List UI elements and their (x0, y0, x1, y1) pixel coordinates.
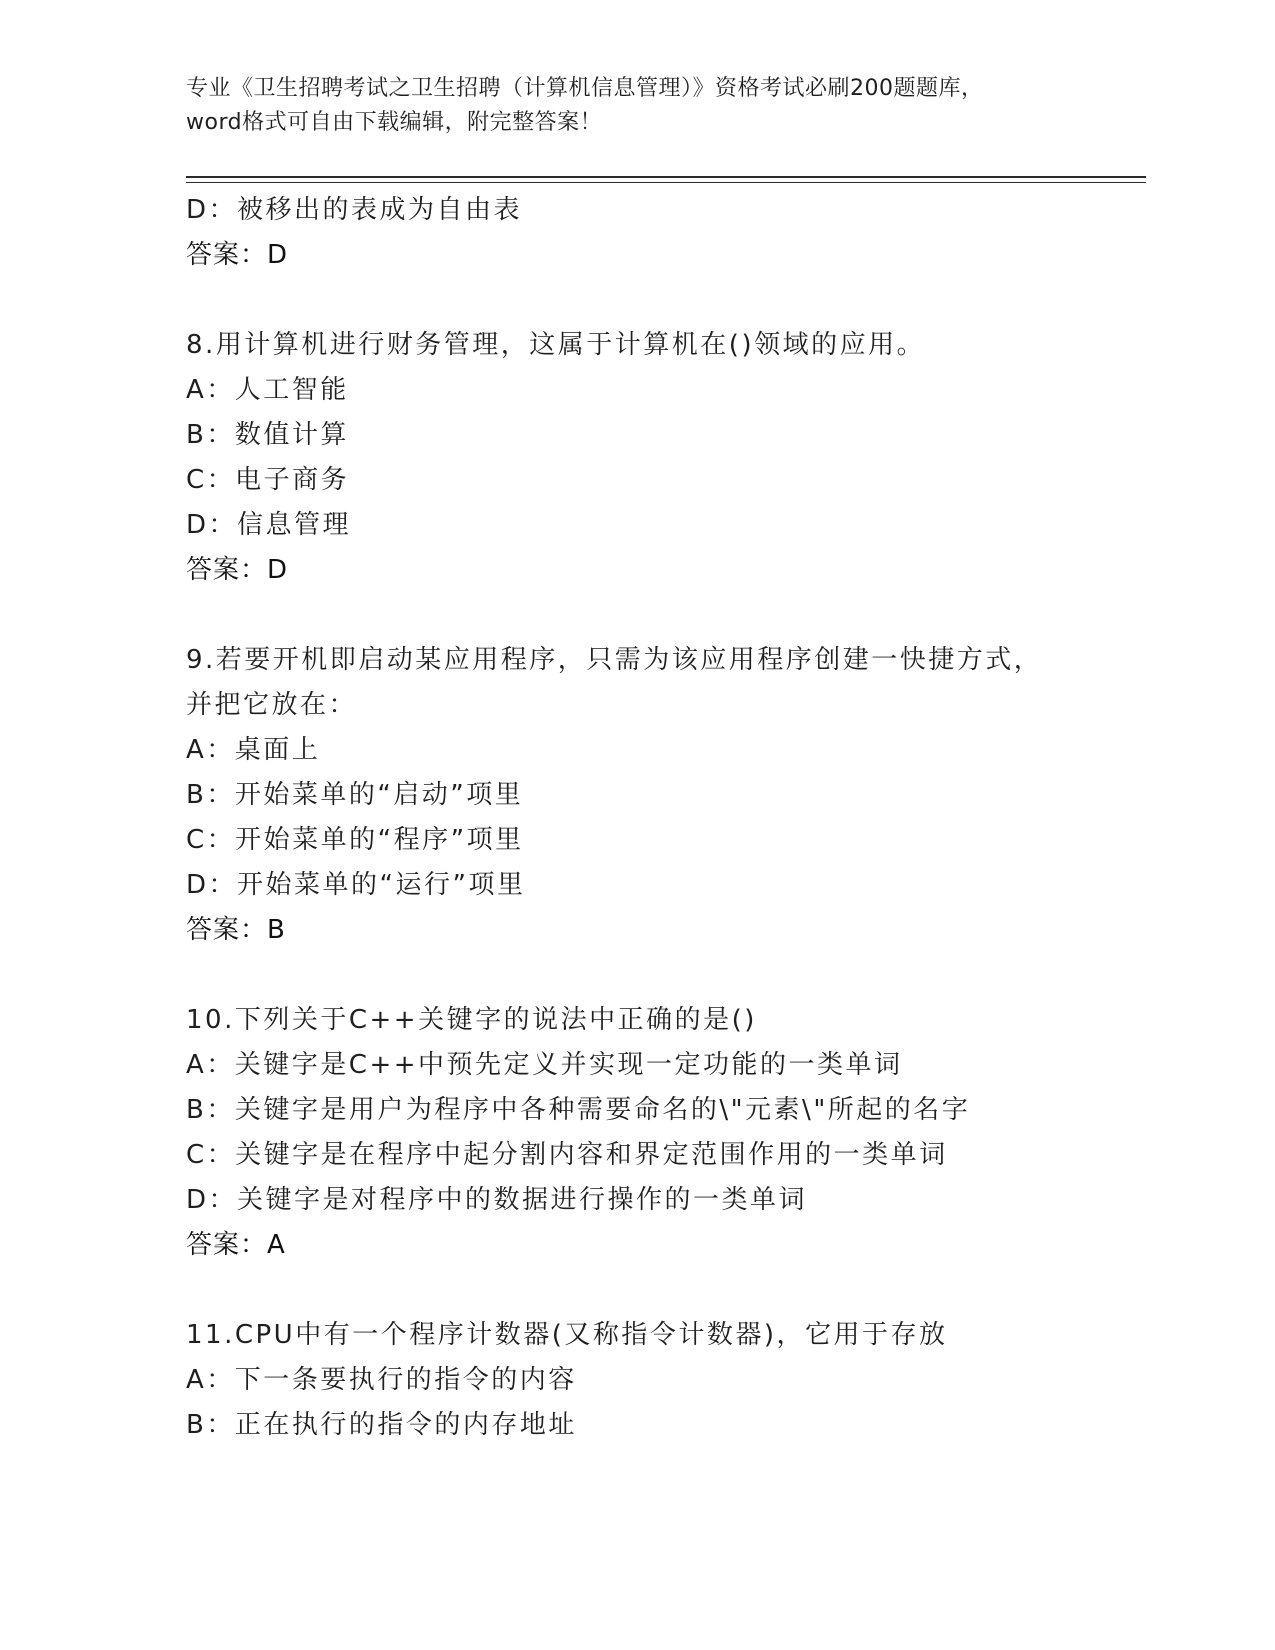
question-stem: 11.CPU中有一个程序计数器(又称指令计数器)，它用于存放 (186, 1320, 948, 1350)
header-title-line-2: word格式可自由下载编辑，附完整答案！ (186, 110, 603, 135)
option-a: A：人工智能 (186, 375, 349, 405)
question-block-10 (186, 998, 1186, 1268)
answer-label: 答案：A (186, 1230, 286, 1260)
question-block-8 (186, 323, 1186, 593)
option-a: A：桌面上 (186, 735, 321, 765)
answer-label: 答案：B (186, 915, 286, 945)
option-b: B：正在执行的指令的内存地址 (186, 1410, 577, 1440)
option-d: D：被移出的表成为自由表 (186, 195, 523, 225)
option-b: B：开始菜单的“启动”项里 (186, 780, 524, 810)
option-b: B：关键字是用户为程序中各种需要命名的\"元素\"所起的名字 (186, 1095, 971, 1125)
question-stem-line-2: 并把它放在： (186, 690, 358, 720)
document-header (186, 72, 1086, 140)
option-a: A：关键字是C++中预先定义并实现一定功能的一类单词 (186, 1050, 903, 1080)
question-stem: 8.用计算机进行财务管理，这属于计算机在()领域的应用。 (186, 330, 926, 360)
header-divider-thick (186, 176, 1146, 178)
option-b: B：数值计算 (186, 420, 349, 450)
option-d: D：信息管理 (186, 510, 352, 540)
header-title-line-1: 专业《卫生招聘考试之卫生招聘（计算机信息管理）》资格考试必刷200题题库， (186, 76, 984, 101)
question-stem: 10.下列关于C++关键字的说法中正确的是() (186, 1005, 757, 1035)
option-d: D：关键字是对程序中的数据进行操作的一类单词 (186, 1185, 808, 1215)
option-c: C：开始菜单的“程序”项里 (186, 825, 524, 855)
question-block-previous (186, 188, 1186, 278)
header-divider-thin (186, 182, 1146, 183)
option-c: C：关键字是在程序中起分割内容和界定范围作用的一类单词 (186, 1140, 948, 1170)
option-a: A：下一条要执行的指令的内容 (186, 1365, 577, 1395)
question-list (186, 188, 1186, 1448)
option-c: C：电子商务 (186, 465, 350, 495)
question-block-9 (186, 638, 1186, 953)
question-stem-line-1: 9.若要开机即启动某应用程序，只需为该应用程序创建一快捷方式， (186, 645, 1043, 675)
option-d: D：开始菜单的“运行”项里 (186, 870, 526, 900)
answer-label: 答案：D (186, 555, 289, 585)
question-block-11 (186, 1313, 1186, 1448)
answer-label: 答案：D (186, 240, 289, 270)
